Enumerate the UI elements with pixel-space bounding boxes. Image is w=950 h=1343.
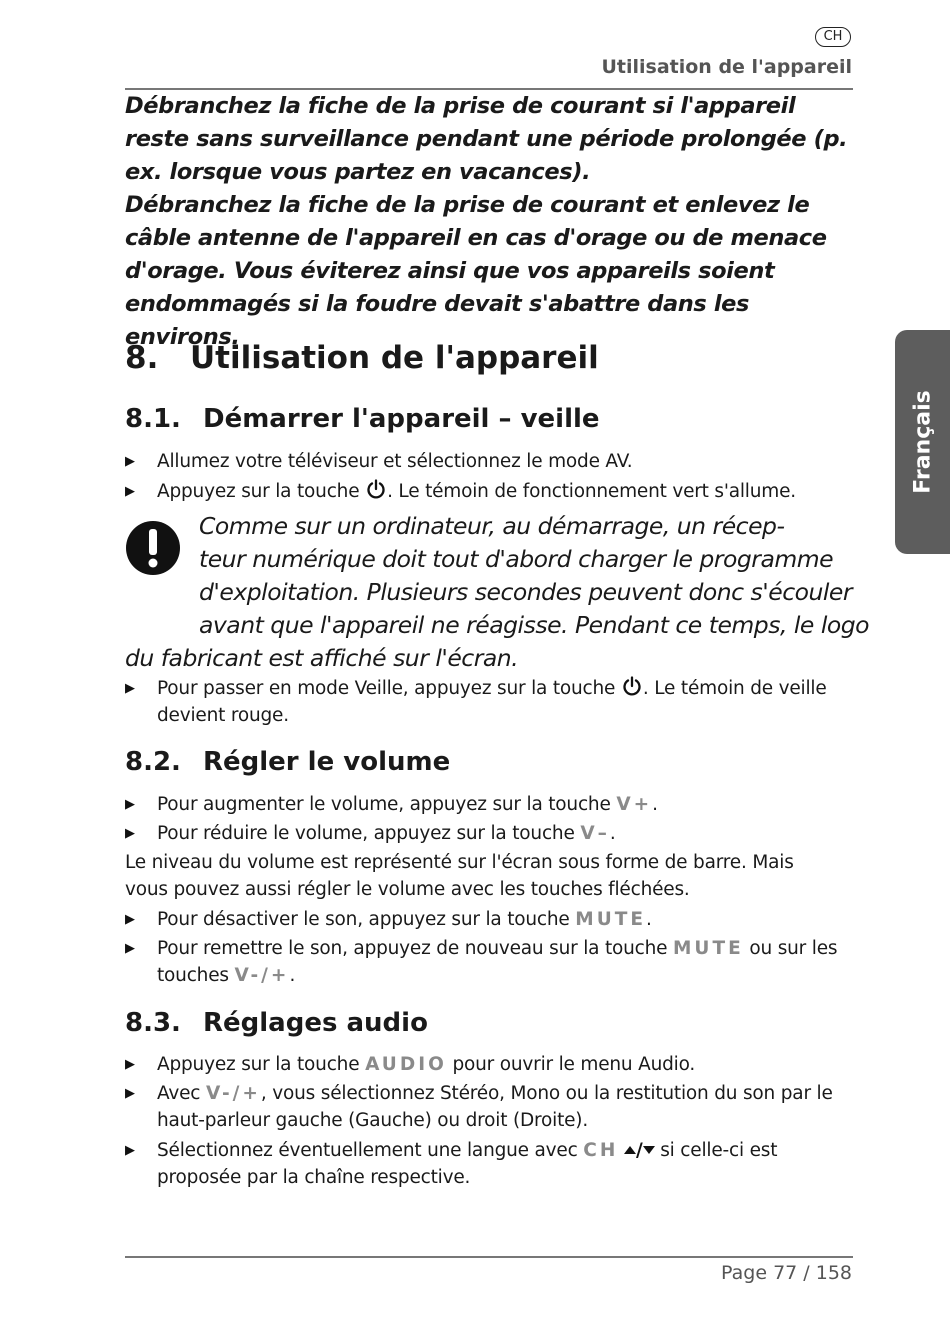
list-item-text: Pour augmenter le volume, appuyez sur la touche <box>157 794 611 815</box>
note-line: avant que l'appareil ne réagisse. Pendant ce temps, le logo <box>199 611 870 639</box>
subsection-number: 8.2. <box>125 747 181 777</box>
list-item-text: Avec <box>157 1083 201 1104</box>
triangle-right-icon: ▶ <box>125 454 135 469</box>
list-item-text: Pour remettre le son, appuyez de nouveau sur la touche <box>157 938 668 959</box>
warning-block <box>125 90 865 354</box>
subsection-heading-8-1 <box>125 404 600 434</box>
subsection-title: Démarrer l'appareil – veille <box>203 404 600 434</box>
list-item-text: Allumez votre téléviseur et sélectionnez le mode AV. <box>157 451 633 472</box>
note-line: Comme sur un ordinateur, au démarrage, un récep- <box>199 512 785 540</box>
subsection-title: Réglages audio <box>203 1008 428 1038</box>
list-item <box>125 448 840 475</box>
list-item-text-mid: ou sur les touches <box>157 938 838 986</box>
triangle-right-icon: ▶ <box>125 484 135 499</box>
subsection-title: Régler le volume <box>203 747 451 777</box>
triangle-right-icon: ▶ <box>125 912 135 927</box>
subsection-number: 8.3. <box>125 1008 181 1038</box>
subsection-heading-8-3 <box>125 1008 428 1038</box>
list-item-text: Appuyez sur la touche <box>157 1054 360 1075</box>
list-item <box>125 1137 840 1191</box>
list-item-text: Sélectionnez éventuellement une langue avec <box>157 1140 578 1161</box>
list-item <box>125 478 840 505</box>
key-label: V-/+ <box>205 1083 261 1104</box>
language-tab-label: Français <box>910 390 935 494</box>
list-item-text-end: , vous sélectionnez Stéréo, Mono ou la restitution du son par le haut-parleur gauche (Gauche) ou droit (Droite). <box>157 1083 833 1131</box>
list-item-text: Pour passer en mode Veille, appuyez sur la touche <box>157 678 616 699</box>
triangle-right-icon: ▶ <box>125 797 135 812</box>
country-badge: CH <box>815 27 851 47</box>
key-label: MUTE <box>575 909 646 930</box>
list-item <box>125 906 840 933</box>
key-label: AUDIO <box>365 1054 447 1075</box>
list-item <box>125 820 840 847</box>
triangle-right-icon: ▶ <box>125 826 135 841</box>
triangle-right-icon: ▶ <box>125 681 135 696</box>
triangle-right-icon: ▶ <box>125 1143 135 1158</box>
list-item-text-end: . <box>289 965 296 986</box>
section-number: 8. <box>125 340 159 376</box>
list-item-text: Pour désactiver le son, appuyez sur la touche <box>157 909 570 930</box>
list-item-text-end: si celle-ci est proposée par la chaîne respective. <box>157 1140 778 1188</box>
list-item-text-end: . <box>609 823 616 844</box>
key-label: MUTE <box>673 938 744 959</box>
subsection-number: 8.1. <box>125 404 181 434</box>
section-heading <box>125 340 599 376</box>
warning-paragraph-2: Débranchez la fiche de la prise de courant et enlevez le câble antenne de l'appareil en cas d'orage ou de menace d'orage. Vous éviterez ainsi que vos appareils soient endommagés si la foudre devait s'abattre dans les environs. <box>125 192 827 350</box>
triangle-right-icon: ▶ <box>125 1086 135 1101</box>
list-item-text: Pour réduire le volume, appuyez sur la touche <box>157 823 575 844</box>
key-label: V– <box>580 823 610 844</box>
list-item <box>125 935 840 989</box>
key-label: CH <box>583 1140 619 1161</box>
list-item <box>125 1080 840 1134</box>
body-paragraph: Le niveau du volume est représenté sur l'écran sous forme de barre. Mais vous pouvez aussi régler le volume avec les touches fléchées. <box>125 852 794 900</box>
note-text <box>125 510 870 675</box>
list-item <box>125 791 840 818</box>
key-label: V-/+ <box>234 965 290 986</box>
language-tab <box>895 330 950 554</box>
subsection-heading-8-2 <box>125 747 450 777</box>
list-item-text-end: pour ouvrir le menu Audio. <box>446 1054 696 1075</box>
warning-paragraph-1: Débranchez la fiche de la prise de courant si l'appareil reste sans surveillance pendant une période prolongée (p. ex. lorsque vous partez en vacances). <box>125 93 848 185</box>
page-number: Page 77 / 158 <box>721 1262 852 1284</box>
list-item-text-end: . <box>652 794 658 815</box>
triangle-up-icon <box>624 1146 636 1154</box>
list-item <box>125 1051 840 1078</box>
footer-rule <box>125 1256 853 1258</box>
triangle-right-icon: ▶ <box>125 941 135 956</box>
list-item-text: Appuyez sur la touche <box>157 481 360 502</box>
running-header: Utilisation de l'appareil <box>601 56 852 78</box>
list-item-text-end: . Le témoin de fonctionnement vert s'allume. <box>387 481 796 502</box>
note-line: du fabricant est affiché sur l'écran. <box>125 644 519 672</box>
key-separator: / <box>636 1140 643 1161</box>
triangle-down-icon <box>643 1146 655 1154</box>
list-item <box>125 675 840 729</box>
key-label: V+ <box>616 794 653 815</box>
power-icon <box>366 479 386 499</box>
list-item-text-end: . Le témoin de veille devient rouge. <box>157 678 827 726</box>
note-line: teur numérique doit tout d'abord charger le programme <box>199 545 834 573</box>
note-line: d'exploitation. Plusieurs secondes peuvent donc s'écouler <box>199 578 853 606</box>
section-title: Utilisation de l'appareil <box>190 340 599 376</box>
triangle-right-icon: ▶ <box>125 1057 135 1072</box>
list-item-text-end: . <box>646 909 652 930</box>
power-icon <box>622 676 642 696</box>
